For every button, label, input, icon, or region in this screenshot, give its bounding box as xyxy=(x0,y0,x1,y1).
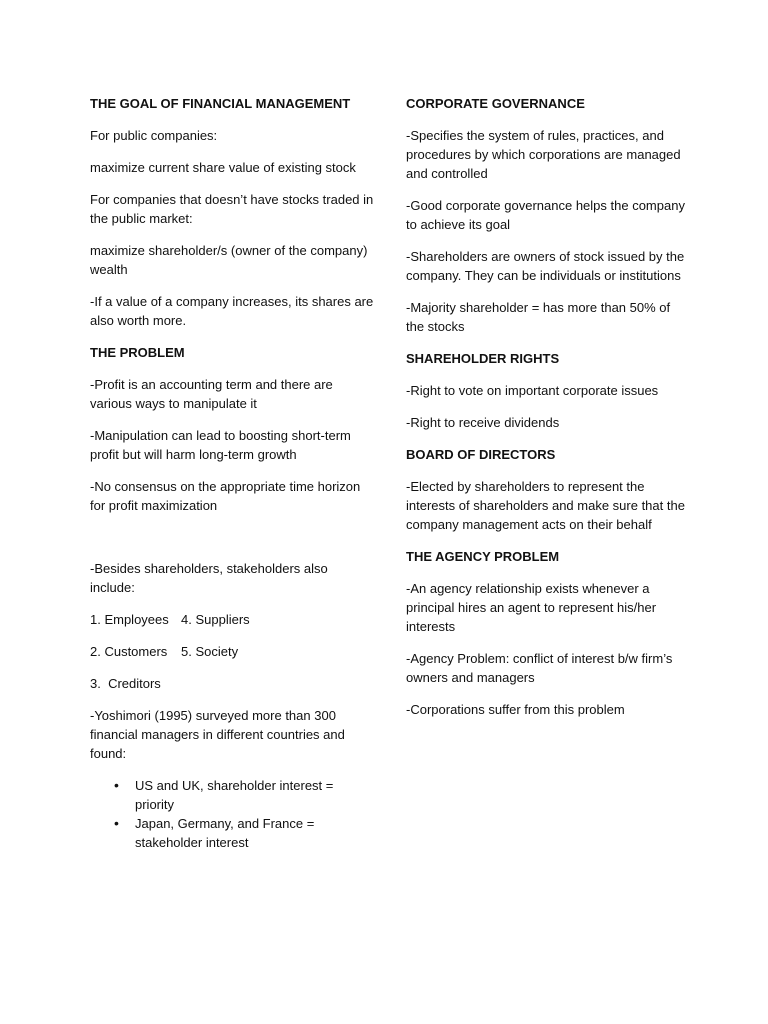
survey-finding: • US and UK, shareholder interest = priority xyxy=(90,776,375,814)
agency-point: -An agency relationship exists whenever a principal hires an agent to represent his/her interests xyxy=(406,581,657,634)
problem-point: -No consensus on the appropriate time horizon for profit maximization xyxy=(90,479,361,513)
board-point: -Elected by shareholders to represent the interests of shareholders and make sure that the company management acts on their behalf xyxy=(406,479,685,532)
right-column xyxy=(406,94,691,732)
stakeholder-row xyxy=(90,674,375,693)
left-column xyxy=(90,94,375,852)
governance-point: -Shareholders are owners of stock issued by the company. They can be individuals or institutions xyxy=(406,249,685,283)
problem-point: -Profit is an accounting term and there are various ways to manipulate it xyxy=(90,377,333,411)
rights-point: -Right to vote on important corporate issues xyxy=(406,383,659,398)
public-companies-label: For public companies: xyxy=(90,128,218,143)
stakeholders-intro: -Besides shareholders, stakeholders also include: xyxy=(90,561,328,595)
agency-point: -Corporations suffer from this problem xyxy=(406,702,625,717)
board-heading: BOARD OF DIRECTORS xyxy=(406,447,556,462)
rights-heading: SHAREHOLDER RIGHTS xyxy=(406,351,560,366)
survey-findings-list xyxy=(90,776,375,852)
stakeholder-item: 1. Employees xyxy=(90,612,169,627)
governance-point: -Specifies the system of rules, practices, and procedures by which corporations are managed and controlled xyxy=(406,128,681,181)
stakeholder-item: 5. Society xyxy=(181,644,239,659)
goal-heading: THE GOAL OF FINANCIAL MANAGEMENT xyxy=(90,96,351,111)
stakeholder-row xyxy=(90,610,375,629)
blank-gap xyxy=(90,528,375,559)
stakeholder-row xyxy=(90,642,375,661)
survey-text: -Yoshimori (1995) surveyed more than 300 financial managers in different countries and found: xyxy=(90,708,345,761)
stakeholder-item: 4. Suppliers xyxy=(181,612,250,627)
problem-point: -Manipulation can lead to boosting short-term profit but will harm long-term growth xyxy=(90,428,351,462)
survey-finding: • Japan, Germany, and France = stakeholder interest xyxy=(90,814,375,852)
agency-heading: THE AGENCY PROBLEM xyxy=(406,549,560,564)
public-companies-goal: maximize current share value of existing stock xyxy=(90,160,356,175)
company-value-note: -If a value of a company increases, its shares are also worth more. xyxy=(90,294,374,328)
stakeholder-item: 3. Creditors xyxy=(90,676,161,691)
governance-point: -Good corporate governance helps the company to achieve its goal xyxy=(406,198,685,232)
problem-heading: THE PROBLEM xyxy=(90,345,185,360)
private-companies-label: For companies that doesn’t have stocks traded in the public market: xyxy=(90,192,374,226)
rights-point: -Right to receive dividends xyxy=(406,415,560,430)
private-companies-goal: maximize shareholder/s (owner of the company) wealth xyxy=(90,243,368,277)
governance-point: -Majority shareholder = has more than 50% of the stocks xyxy=(406,300,671,334)
stakeholder-item: 2. Customers xyxy=(90,644,168,659)
governance-heading: CORPORATE GOVERNANCE xyxy=(406,96,585,111)
agency-point: -Agency Problem: conflict of interest b/w firm’s owners and managers xyxy=(406,651,673,685)
